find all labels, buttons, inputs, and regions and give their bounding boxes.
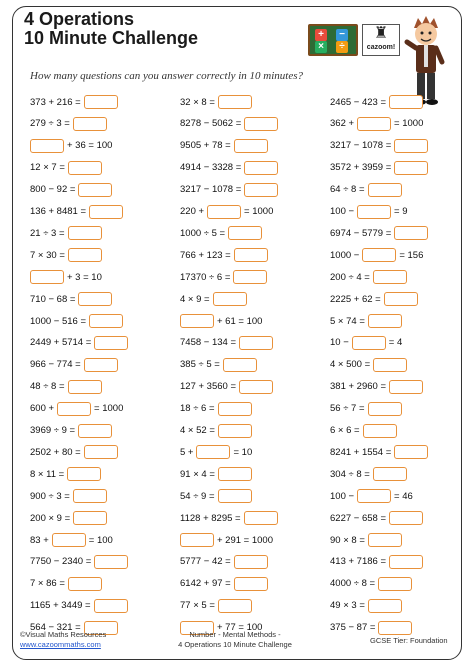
answer-box[interactable] (73, 511, 107, 525)
question-row (30, 594, 180, 618)
footer-left (20, 630, 106, 650)
logo-chalkboard (308, 24, 358, 56)
answer-box[interactable] (218, 489, 252, 503)
answer-box[interactable] (68, 577, 102, 591)
question-text-after: = 1000 (394, 118, 424, 130)
question-row (330, 309, 474, 333)
website-link[interactable]: www.cazoommaths.com (20, 640, 101, 649)
answer-box[interactable] (357, 205, 391, 219)
question-text-before: 4000 ÷ 8 = (330, 578, 376, 590)
answer-box[interactable] (84, 358, 118, 372)
question-text-before: 4 × 52 = (180, 425, 215, 436)
question-row (330, 572, 474, 596)
question-text-before: 7 × 86 = (30, 578, 65, 590)
title-line-2: 10 Minute Challenge (24, 28, 199, 48)
question-row (30, 112, 180, 136)
answer-box[interactable] (234, 577, 268, 591)
answer-box[interactable] (94, 599, 128, 613)
question-row (30, 287, 180, 311)
question-row (180, 112, 330, 136)
answer-box[interactable] (378, 621, 412, 635)
question-row (180, 506, 330, 530)
question-text-after: = 156 (399, 249, 424, 261)
question-row (330, 265, 474, 289)
question-text-before: 304 ÷ 8 = (330, 468, 370, 480)
question-text-before: 48 ÷ 8 = (30, 381, 65, 393)
question-row (30, 550, 180, 574)
question-text-after: + 3 = 10 (67, 271, 102, 283)
answer-box[interactable] (218, 467, 252, 481)
divide-tile-icon: ÷ (336, 41, 348, 53)
question-text-before: 1128 + 8295 = (180, 512, 241, 524)
question-row (330, 200, 474, 224)
question-row (330, 221, 474, 245)
question-row (30, 397, 180, 421)
question-row (330, 594, 474, 618)
answer-box[interactable] (389, 511, 423, 525)
question-text-before: 5 × 74 = (330, 315, 365, 327)
answer-box[interactable] (368, 533, 402, 547)
question-text-before: 91 × 4 = (180, 468, 215, 480)
question-row (30, 156, 180, 180)
answer-box[interactable] (394, 226, 428, 240)
answer-box[interactable] (68, 380, 102, 394)
answer-box[interactable] (213, 292, 247, 306)
question-row (180, 265, 330, 289)
question-text-before: 8278 − 5062 = (180, 118, 242, 130)
answer-box[interactable] (368, 314, 402, 328)
question-row (330, 287, 474, 311)
answer-box[interactable] (357, 117, 391, 131)
question-text-before: 2225 + 62 = (330, 293, 381, 305)
question-row (330, 419, 474, 443)
question-row (330, 134, 474, 158)
topic-text: Number - Mental Methods - (189, 630, 281, 639)
question-text-before: 5 + (180, 446, 194, 458)
answer-box[interactable] (389, 95, 423, 109)
question-text-before: 56 ÷ 7 = (330, 403, 365, 415)
question-text-before: 966 − 774 = (30, 359, 81, 371)
question-text-before: 100 − (330, 206, 355, 217)
question-text-before: 6974 − 5779 = (330, 227, 392, 239)
question-row (180, 462, 330, 486)
plus-tile-icon: + (315, 29, 327, 41)
answer-box[interactable] (362, 248, 396, 262)
answer-box[interactable] (234, 139, 268, 153)
question-row (180, 528, 330, 552)
question-text-before: 7750 − 2340 = (30, 556, 92, 568)
answer-box[interactable] (180, 533, 214, 547)
question-text-before: 2465 − 423 = (330, 96, 386, 108)
question-text-before: 710 − 68 = (30, 293, 76, 305)
answer-box[interactable] (244, 183, 278, 197)
question-text-after: + 61 = 100 (217, 315, 263, 327)
question-text-before: 18 ÷ 6 = (180, 403, 215, 415)
answer-box[interactable] (196, 445, 230, 459)
answer-box[interactable] (68, 161, 102, 175)
question-row (180, 309, 330, 333)
answer-box[interactable] (73, 117, 107, 131)
title-line-1: 4 Operations (24, 9, 135, 29)
answer-box[interactable] (244, 161, 278, 175)
question-text-before: 49 × 3 = (330, 600, 365, 612)
question-text-before: 6142 + 97 = (180, 578, 231, 590)
question-text-before: 32 × 8 = (180, 96, 215, 108)
question-text-before: 1165 + 3449 = (30, 600, 91, 612)
question-text-before: 9505 + 78 = (180, 140, 231, 152)
answer-box[interactable] (67, 467, 101, 481)
question-row (180, 375, 330, 399)
question-row (30, 309, 180, 333)
answer-box[interactable] (352, 336, 386, 350)
answer-box[interactable] (378, 577, 412, 591)
question-row (180, 134, 330, 158)
question-row (330, 506, 474, 530)
answer-box[interactable] (373, 358, 407, 372)
answer-box[interactable] (57, 402, 91, 416)
question-text-before: 900 ÷ 3 = (30, 490, 70, 502)
question-text-after: = 4 (388, 337, 403, 349)
question-text-before: 8241 + 1554 = (330, 446, 392, 458)
answer-box[interactable] (52, 533, 86, 547)
question-row (180, 287, 330, 311)
question-row (180, 550, 330, 574)
question-text-before: 3572 + 3959 = (330, 162, 392, 174)
question-text-before: 7458 − 134 = (180, 337, 236, 349)
brand-name: cazoom! (366, 44, 396, 51)
question-text-before: 6227 − 658 = (330, 512, 386, 524)
answer-box[interactable] (234, 555, 268, 569)
question-row (180, 243, 330, 267)
question-row (330, 550, 474, 574)
worksheet-name-text: 4 Operations 10 Minute Challenge (178, 640, 292, 649)
question-row (180, 440, 330, 464)
question-text-before: 77 × 5 = (180, 600, 215, 612)
question-text-before: 1000 ÷ 5 = (180, 227, 226, 239)
question-text-before: 6 × 6 = (330, 425, 360, 436)
answer-box[interactable] (207, 205, 241, 219)
question-text-before: 373 + 216 = (30, 96, 81, 108)
question-row (30, 265, 180, 289)
answer-box[interactable] (363, 424, 397, 438)
question-text-after: + 291 = 1000 (217, 534, 273, 546)
question-text-before: 1000 − (330, 249, 360, 261)
question-text-before: 8 × 11 = (30, 468, 65, 480)
question-row (30, 178, 180, 202)
question-row (330, 484, 474, 508)
answer-box[interactable] (394, 161, 428, 175)
question-row (180, 397, 330, 421)
answer-box[interactable] (233, 270, 267, 284)
minus-tile-icon: − (336, 29, 348, 41)
question-row (180, 178, 330, 202)
question-row (330, 243, 474, 267)
question-row (30, 572, 180, 596)
question-row (330, 375, 474, 399)
answer-box[interactable] (180, 314, 214, 328)
answer-box[interactable] (89, 314, 123, 328)
question-text-before: 136 + 8481 = (30, 206, 86, 217)
question-row (180, 156, 330, 180)
times-tile-icon: × (315, 41, 327, 53)
question-text-before: 3969 ÷ 9 = (30, 425, 76, 436)
question-text-before: 127 + 3560 = (180, 381, 236, 393)
question-row (30, 484, 180, 508)
question-text-before: 12 × 7 = (30, 162, 65, 174)
answer-box[interactable] (89, 205, 123, 219)
question-text-before: 1000 − 516 = (30, 315, 86, 327)
footer-right: GCSE Tier: Foundation (370, 636, 448, 645)
question-row (30, 221, 180, 245)
question-row (30, 200, 180, 224)
question-row (30, 419, 180, 443)
question-text-before: 564 − 321 = (30, 622, 81, 634)
question-row (30, 243, 180, 267)
question-text-before: 17370 ÷ 6 = (180, 271, 231, 283)
answer-box[interactable] (239, 336, 273, 350)
answer-box[interactable] (244, 511, 278, 525)
question-text-before: 64 ÷ 8 = (330, 184, 365, 196)
question-text-before: 7 × 30 = (30, 249, 65, 261)
question-text-before: 10 − (330, 337, 349, 349)
question-row (180, 419, 330, 443)
question-row (30, 353, 180, 377)
question-text-before: 375 − 87 = (330, 622, 376, 634)
answer-box[interactable] (394, 139, 428, 153)
question-text-before: 2449 + 5714 = (30, 337, 92, 349)
answer-box[interactable] (218, 402, 252, 416)
answer-box[interactable] (394, 445, 428, 459)
answer-box[interactable] (357, 489, 391, 503)
question-text-before: 3217 − 1078 = (180, 184, 242, 196)
question-text-after: = 10 (233, 446, 253, 458)
question-row (30, 375, 180, 399)
copyright-text: ©Visual Maths Resources (20, 630, 107, 639)
answer-box[interactable] (373, 467, 407, 481)
question-text-before: 4 × 500 = (330, 359, 371, 371)
question-text-before: 100 − (330, 490, 355, 502)
answer-box[interactable] (84, 445, 118, 459)
answer-box[interactable] (84, 95, 118, 109)
answer-box[interactable] (373, 270, 407, 284)
answer-box[interactable] (78, 424, 112, 438)
answer-box[interactable] (389, 555, 423, 569)
question-text-before: 800 − 92 = (30, 184, 76, 196)
question-text-before: 200 ÷ 4 = (330, 271, 370, 283)
question-text-before: 4914 − 3328 = (180, 162, 242, 174)
question-row (30, 90, 180, 114)
answer-box[interactable] (68, 226, 102, 240)
answer-box[interactable] (218, 424, 252, 438)
question-row (330, 353, 474, 377)
question-row (330, 331, 474, 355)
question-text-after: + 36 = 100 (67, 140, 113, 152)
question-text-before: 600 + (30, 403, 55, 415)
question-row (180, 90, 330, 114)
answer-box[interactable] (384, 292, 418, 306)
question-text-before: 2502 + 80 = (30, 446, 81, 458)
question-text-before: 385 ÷ 5 = (180, 359, 220, 371)
answer-box[interactable] (30, 270, 64, 284)
cazoom-logo (308, 24, 400, 56)
question-row (30, 528, 180, 552)
question-text-before: 21 ÷ 3 = (30, 227, 65, 239)
answer-box[interactable] (218, 95, 252, 109)
answer-box[interactable] (94, 336, 128, 350)
question-row (180, 200, 330, 224)
question-text-after: = 100 (88, 534, 113, 546)
instructions-text: How many questions can you answer correctly in 10 minutes? (30, 70, 304, 82)
question-row (180, 484, 330, 508)
question-row (180, 221, 330, 245)
rocket-icon: ♜ (373, 25, 389, 42)
question-text-before: 3217 − 1078 = (330, 140, 392, 152)
answer-box[interactable] (78, 292, 112, 306)
question-text-before: 413 + 7186 = (330, 556, 386, 568)
answer-box[interactable] (389, 380, 423, 394)
question-row (180, 353, 330, 377)
question-text-before: 381 + 2960 = (330, 381, 386, 393)
answer-box[interactable] (368, 599, 402, 613)
answer-box[interactable] (223, 358, 257, 372)
question-row (180, 331, 330, 355)
question-row (180, 572, 330, 596)
question-row (330, 528, 474, 552)
question-row (330, 440, 474, 464)
question-text-after: + 77 = 100 (217, 622, 263, 634)
question-text-before: 220 + (180, 206, 205, 217)
brand-mark (362, 24, 400, 56)
question-text-after: = 1000 (244, 206, 274, 217)
answer-box[interactable] (78, 183, 112, 197)
question-text-after: = 1000 (94, 403, 124, 415)
answer-box[interactable] (30, 139, 64, 153)
question-text-before: 5777 − 42 = (180, 556, 231, 568)
answer-box[interactable] (234, 248, 268, 262)
question-row (30, 462, 180, 486)
question-text-after: = 9 (394, 206, 408, 217)
question-row (330, 397, 474, 421)
question-text-before: 4 × 9 = (180, 293, 210, 305)
answer-box[interactable] (368, 183, 402, 197)
question-row (330, 90, 474, 114)
answer-box[interactable] (218, 599, 252, 613)
question-text-before: 279 ÷ 3 = (30, 118, 70, 130)
question-row (30, 134, 180, 158)
question-row (330, 156, 474, 180)
question-text-before: 83 + (30, 534, 49, 546)
answer-box[interactable] (68, 248, 102, 262)
answer-box[interactable] (73, 489, 107, 503)
question-text-after: = 46 (394, 490, 413, 502)
page-title (24, 10, 198, 48)
answer-box[interactable] (228, 226, 262, 240)
answer-box[interactable] (239, 380, 273, 394)
question-row (330, 462, 474, 486)
question-row (30, 331, 180, 355)
footer-center (160, 630, 310, 650)
question-row (330, 112, 474, 136)
question-text-before: 766 + 123 = (180, 249, 231, 261)
question-text-before: 54 ÷ 9 = (180, 490, 215, 502)
question-row (30, 506, 180, 530)
question-text-before: 200 × 9 = (30, 512, 71, 524)
answer-box[interactable] (94, 555, 128, 569)
question-text-before: 90 × 8 = (330, 534, 365, 546)
answer-box[interactable] (244, 117, 278, 131)
answer-box[interactable] (368, 402, 402, 416)
question-row (180, 594, 330, 618)
question-row (30, 440, 180, 464)
question-row (330, 178, 474, 202)
question-text-before: 362 + (330, 118, 355, 130)
